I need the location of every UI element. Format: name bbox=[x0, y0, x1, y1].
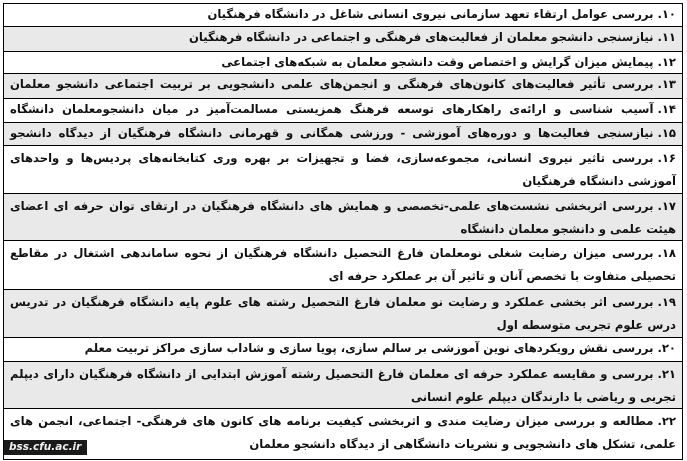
table-row bbox=[4, 74, 682, 99]
table-row bbox=[4, 123, 682, 146]
row-text: بررسی تاثیر نیروی انسانی، مجموعه‌سازی، فضا و تجهیزات بر بهره وری کتابخانه‌های پردیس‌ها و واحدهای آموزشی دانشگاه فرهنگیان bbox=[10, 151, 676, 188]
table-row bbox=[4, 52, 682, 74]
row-number: ۱۲. bbox=[657, 55, 676, 69]
row-number: ۲۰. bbox=[657, 341, 676, 355]
row-number: ۱۷. bbox=[657, 199, 676, 213]
table-row bbox=[4, 290, 682, 338]
site-watermark: bss.cfu.ac.ir bbox=[4, 440, 87, 455]
row-text: آسیب شناسی و ارائه‌ی راهکارهای توسعه فرهنگ همزیستی مسالمت‌آمیز در میان دانشجومعلمان دانشگاه bbox=[10, 102, 654, 116]
row-number: ۲۱. bbox=[657, 367, 676, 381]
row-number: ۱۰. bbox=[657, 7, 676, 21]
row-number: ۲۲. bbox=[657, 414, 676, 428]
row-text: نیازسنجی دانشجو معلمان از فعالیت‌های فرهنگی و اجتماعی در دانشگاه فرهنگیان bbox=[189, 30, 654, 44]
row-number: ۱۹. bbox=[657, 295, 676, 309]
row-number: ۱۱. bbox=[657, 30, 676, 44]
table-row bbox=[4, 99, 682, 123]
row-text: بررسی تأثیر فعالیت‌های کانون‌های فرهنگی و انجمن‌های علمی دانشجویی بر تربیت اجتماعی دانشجو معلمان bbox=[10, 77, 654, 91]
row-number: ۱۵. bbox=[657, 126, 676, 140]
topics-table bbox=[3, 3, 683, 460]
row-number: ۱۶. bbox=[657, 151, 676, 165]
row-text: مطالعه و بررسی میزان رضایت مندی و اثربخشی کیفیت برنامه های کانون های فرهنگی- اجتماعی، انجمن های علمی، تشکل های دانشجویی و نشریات دانشگاهی از دیدگاه دانشجو معلمان bbox=[10, 414, 676, 451]
row-text: پیمایش میزان گرایش و اختصاص وقت دانشجو معلمان به شبکه‌های اجتماعی bbox=[221, 55, 654, 69]
row-text: بررسی و مقایسه عملکرد حرفه ای معلمان فارغ التحصیل رشته آموزش ابتدایی از دانشگاه فرهنگیان دارای دیپلم تجربی و ریاضی با دارندگان دیپلم علوم انسانی bbox=[10, 367, 676, 404]
table-row bbox=[4, 146, 682, 194]
table-row bbox=[4, 338, 682, 362]
row-text: بررسی عوامل ارتقاء تعهد سازمانی نیروی انسانی شاغل در دانشگاه فرهنگیان bbox=[207, 7, 654, 21]
row-text: بررسی میزان رضایت شغلی نومعلمان فارغ التحصیل دانشگاه فرهنگیان از نحوه ساماندهی اشتغال در مقاطع تحصیلی متفاوت با تخصص آنان و تاثیر آن بر عملکرد حرفه ای bbox=[10, 246, 676, 283]
table-row bbox=[4, 4, 682, 27]
table-row bbox=[4, 27, 682, 52]
row-number: ۱۳. bbox=[657, 77, 676, 91]
row-text: بررسی اثربخشی نشست‌های علمی-تخصصی و همایش های دانشگاه فرهنگیان در ارتقای توان حرفه ای اعضای هیئت علمی و دانشجو معلمان دانشگاه bbox=[10, 199, 676, 236]
table-row bbox=[4, 409, 682, 460]
row-text: نیازسنجی فعالیت‌ها و دوره‌های آموزشی - ورزشی همگانی و قهرمانی دانشگاه فرهنگیان از دیدگاه دانشجو bbox=[10, 126, 654, 140]
table-row bbox=[4, 362, 682, 409]
row-text: بررسی نقش رویکردهای نوین آموزشی بر سالم سازی، پویا سازی و شاداب سازی مراکز تربیت معلم bbox=[84, 341, 654, 355]
table-row bbox=[4, 194, 682, 241]
row-number: ۱۸. bbox=[657, 246, 676, 260]
row-text: بررسی اثر بخشی عملکرد و رضایت نو معلمان فارغ التحصیل رشته های علوم پایه دانشگاه فرهنگیان در تدریس درس علوم تجربی متوسطه اول bbox=[10, 295, 676, 332]
table-row bbox=[4, 241, 682, 290]
row-number: ۱۴. bbox=[657, 102, 676, 116]
